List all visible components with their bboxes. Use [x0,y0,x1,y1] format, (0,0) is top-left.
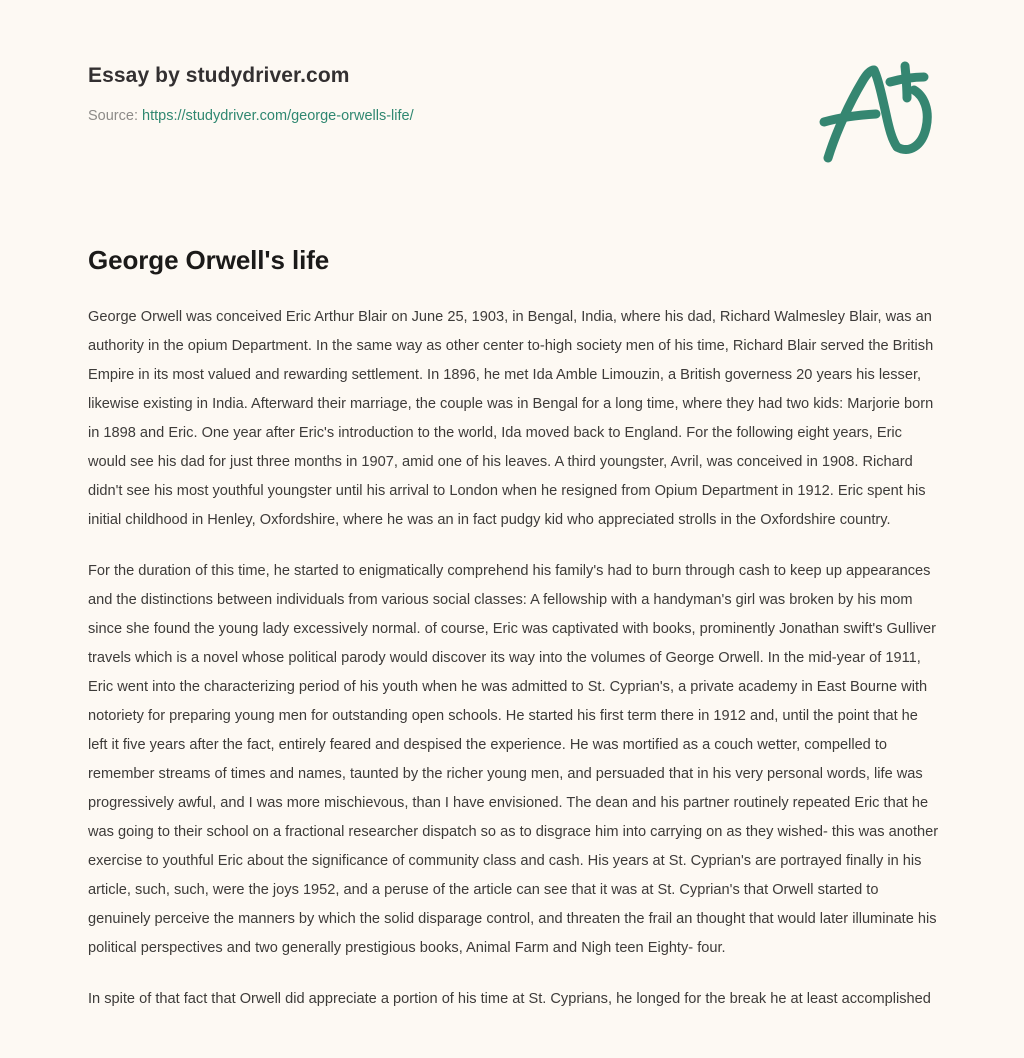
source-label: Source: [88,108,138,124]
article-paragraph: In spite of that fact that Orwell did appreciate a portion of his time at St. Cyprians, he longed for the break he at least accomplished [88,991,931,1007]
a-plus-logo[interactable] [806,58,938,168]
source-url-link[interactable]: https://studydriver.com/george-orwells-life/ [142,108,414,124]
article-body [88,303,940,1014]
source-line [88,106,414,126]
a-plus-logo-icon [806,58,938,168]
brand-attribution: Essay by studydriver.com [88,64,350,87]
header-text-block [88,62,414,126]
article [88,243,940,1014]
page-title: George Orwell's life [88,245,330,275]
article-paragraph: For the duration of this time, he started to enigmatically comprehend his family's had to burn through cash to keep up appearances and the distinctions between individuals from various social classes: A fellowship with a handyman's girl was broken by his mom since she found the young lady excessively normal. of course, Eric was captivated with books, prominently Jonathan swift's Gulliver travels which is a novel whose political parody would discover its way into the volumes of George Orwell. In the mid-year of 1911, Eric went into the characterizing period of his youth when he was admitted to St. Cyprian's, a private academy in East Bourne with notoriety for preparing young men for outstanding open schools. He started his first term there in 1912 and, until the point that he left it five years after the fact, entirely feared and despised the experience. He was mortified as a couch wetter, compelled to remember streams of times and names, taunted by the richer young men, and persuaded that in his very personal words, life was progressively awful, and I was more mischievous, than I have envisioned. The dean and his partner routinely repeated Eric that he was going to their school on a fractional researcher dispatch so as to disgrace him into carrying on as they wished- this was another exercise to youthful Eric about the significance of community class and cash. His years at St. Cyprian's are portrayed finally in his article, such, such, were the joys 1952, and a peruse of the article can see that it was at St. Cyprian's that Orwell started to genuinely perceive the manners by which the solid disparage control, and threaten the frail an thought that would later illuminate his political perspectives and two generally prestigious books, Animal Farm and Nigh teen Eighty- four. [88,563,939,956]
page-header [0,0,1024,200]
article-paragraph: George Orwell was conceived Eric Arthur Blair on June 25, 1903, in Bengal, India, where his dad, Richard Walmesley Blair, was an authority in the opium Department. In the same way as other center to-high society men of his time, Richard Blair served the British Empire in its most valued and rewarding settlement. In 1896, he met Ida Amble Limouzin, a British governess 20 years his lesser, likewise existing in India. Afterward their marriage, the couple was in Bengal for a long time, where they had two kids: Marjorie born in 1898 and Eric. One year after Eric's introduction to the world, Ida moved back to England. For the following eight years, Eric would see his dad for just three months in 1907, amid one of his leaves. A third youngster, Avril, was conceived in 1908. Richard didn't see his most youthful youngster until his arrival to London when he resigned from Opium Department in 1912. Eric spent his initial childhood in Henley, Oxfordshire, where he was an in fact pudgy kid who appreciated strolls in the Oxfordshire country. [88,309,934,528]
